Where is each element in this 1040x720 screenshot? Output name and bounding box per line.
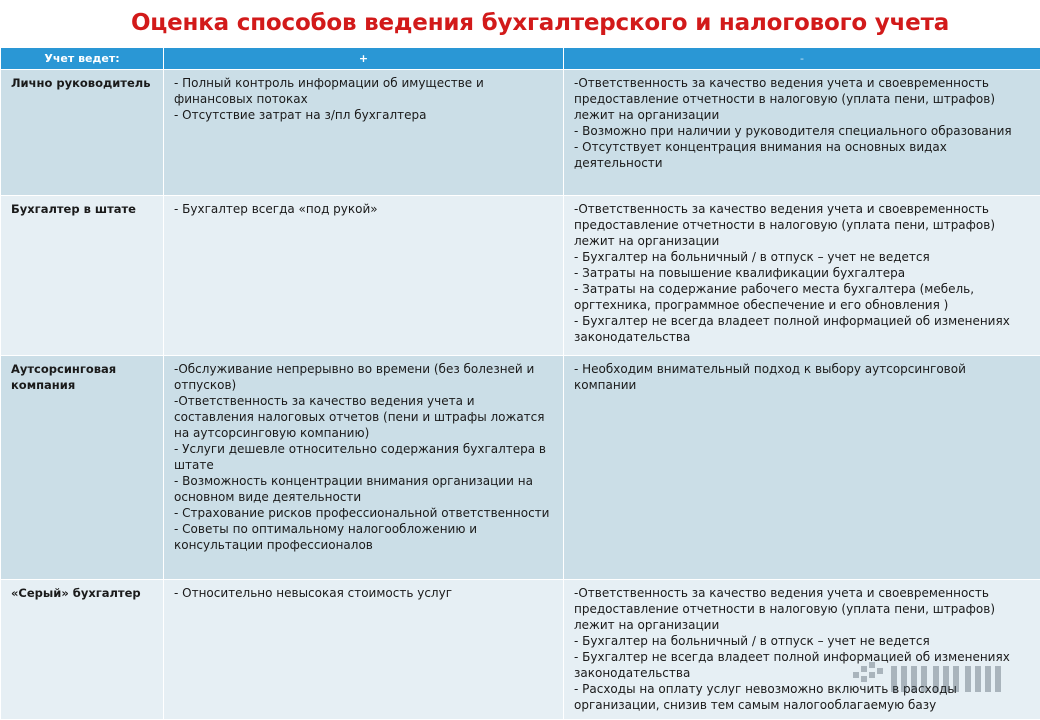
header-cell-minus: -	[564, 48, 1040, 70]
row-label: Бухгалтер в штате	[1, 196, 164, 356]
row-label: Аутсорсинговая компания	[1, 356, 164, 580]
row-label: Лично руководитель	[1, 70, 164, 196]
table-row	[1, 356, 1040, 580]
header-cell-plus: +	[164, 48, 564, 70]
minus-cell: -Ответственность за качество ведения учета и своевременность предоставление отчетности в налоговую (уплата пени, штрафов) лежит на организации - Бухгалтер на больничный / в отпуск – учет не ведется - Затраты на повышение квалификации бухгалтера - Затраты на содержание рабочего места бухгалтера (мебель, оргтехника, программное обеспечение и его обновления ) - Бухгалтер не всегда владеет полной информацией об изменениях законодательства	[564, 196, 1040, 356]
comparison-table	[0, 47, 1040, 720]
minus-cell: -Ответственность за качество ведения учета и своевременность предоставление отчетности в налоговую (уплата пени, штрафов) лежит на организации - Возможно при наличии у руководителя специального образования - Отсутствует концентрация внимания на основных видах деятельности	[564, 70, 1040, 196]
minus-cell: -Ответственность за качество ведения учета и своевременность предоставление отчетности в налоговую (уплата пени, штрафов) лежит на организации - Бухгалтер на больничный / в отпуск – учет не ведется - Бухгалтер не всегда владеет полной информацией об изменениях законодательства - Расходы на оплату услуг невозможно включить расходы организации, снизив тем самым налогооблагаемую базу	[564, 580, 1040, 720]
plus-cell: -Обслуживание непрерывно во времени (без болезней и отпусков) -Ответственность за качество ведения учета и составления налоговых отчетов (пени и штрафы ложатся на аутсорсинговую компанию) - Услуги дешевле относительно содержания бухгалтера в штате - Возможность концентрации внимания организации на основном виде деятельности - Страхование рисков профессиональной ответственности - Советы по оптимальному налогообложению и консультации профессионалов	[164, 356, 564, 580]
plus-cell: - Полный контроль информации об имуществе и финансовых потоках - Отсутствие затрат на з/пл бухгалтера	[164, 70, 564, 196]
row-label: «Серый» бухгалтер	[1, 580, 164, 720]
page-title: Оценка способов ведения бухгалтерского и налогового учета	[130, 10, 950, 36]
table-header-row	[1, 48, 1040, 70]
watermark-logo-icon	[851, 658, 1011, 706]
plus-cell: - Бухгалтер всегда «под рукой»	[164, 196, 564, 356]
table-row	[1, 70, 1040, 196]
header-cell-who: Учет ведет:	[1, 48, 164, 70]
table-row	[1, 196, 1040, 356]
minus-cell: - Необходим внимательный подход к выбору аутсорсинговой компании	[564, 356, 1040, 580]
plus-cell: - Относительно невысокая стоимость услуг	[164, 580, 564, 720]
